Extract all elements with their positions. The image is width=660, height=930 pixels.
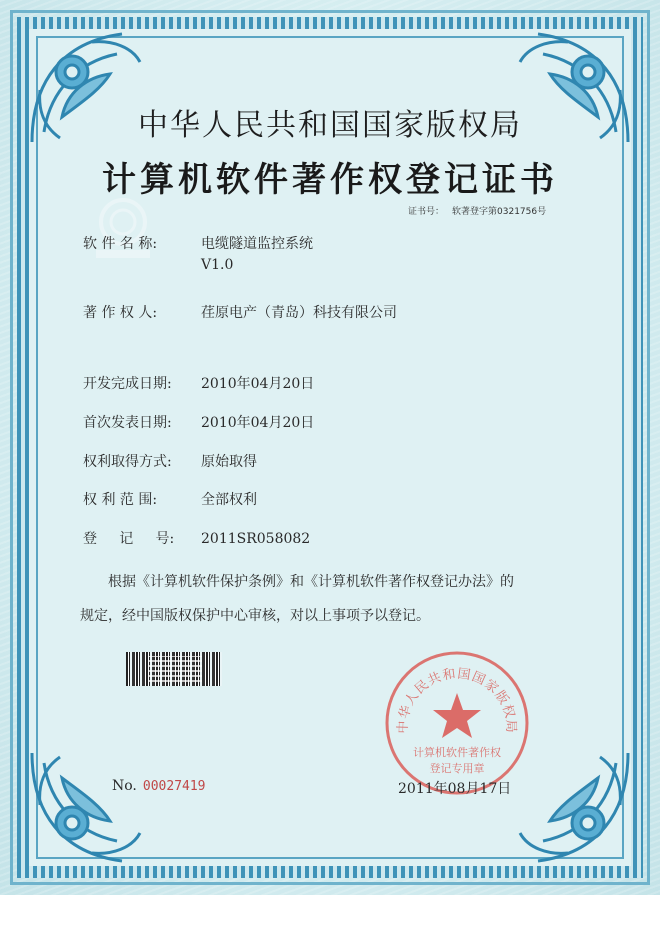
statement-line-2: 规定，经中国版权保护中心审核，对以上事项予以登记。 — [80, 608, 430, 624]
field-label: 权利取得方式: — [83, 454, 172, 470]
certificate-number-value: 软著登字第0321756号 — [452, 207, 547, 217]
barcode — [126, 652, 222, 686]
serial-prefix: No. — [112, 778, 137, 794]
field-value: 2010年04月20日 — [201, 415, 315, 431]
field-value: 电缆隧道监控系统 — [201, 236, 313, 252]
field-value: 2010年04月20日 — [201, 376, 315, 392]
certificate-title: 计算机软件著作权登记证书 — [102, 160, 558, 200]
field-publication-date — [83, 412, 314, 432]
seal-inner-line-2: 登记专用章 — [429, 762, 485, 775]
field-version: V1.0 — [201, 257, 234, 273]
certificate-number — [408, 204, 546, 217]
field-label: 首次发表日期: — [83, 415, 172, 431]
legal-statement — [80, 565, 590, 633]
field-value: 2011SR058082 — [201, 531, 311, 547]
statement-line-1: 根据《计算机软件保护条例》和《计算机软件著作权登记办法》的 — [108, 574, 514, 590]
field-acquisition-method — [83, 451, 257, 471]
seal-outer-text: 中华人民共和国国家版权局 — [395, 666, 519, 734]
field-label: 著 作 权 人: — [83, 305, 158, 321]
field-rights-scope — [83, 489, 257, 509]
serial-value: 00027419 — [142, 779, 206, 794]
field-value: 全部权利 — [201, 492, 257, 508]
field-label: 软 件 名 称: — [83, 236, 158, 252]
field-value: 原始取得 — [201, 454, 257, 470]
field-value: 荏原电产（青岛）科技有限公司 — [201, 305, 397, 321]
field-label: 登 记 号: — [83, 531, 175, 547]
ornament-corner-bottom-left — [22, 743, 152, 873]
certificate-number-label: 证书号： — [408, 207, 445, 217]
field-label: 开发完成日期: — [83, 376, 172, 392]
issuer-title: 中华人民共和国国家版权局 — [138, 108, 522, 143]
official-seal — [382, 648, 532, 798]
issue-date: 2011年08月17日 — [398, 781, 512, 797]
field-copyright-owner — [83, 302, 397, 322]
serial-number — [112, 778, 206, 794]
field-label: 权 利 范 围: — [83, 492, 158, 508]
field-registration-number — [83, 528, 310, 548]
seal-inner-line-1: 计算机软件著作权 — [413, 746, 501, 759]
field-software-name — [83, 233, 313, 273]
field-completion-date — [83, 373, 314, 393]
